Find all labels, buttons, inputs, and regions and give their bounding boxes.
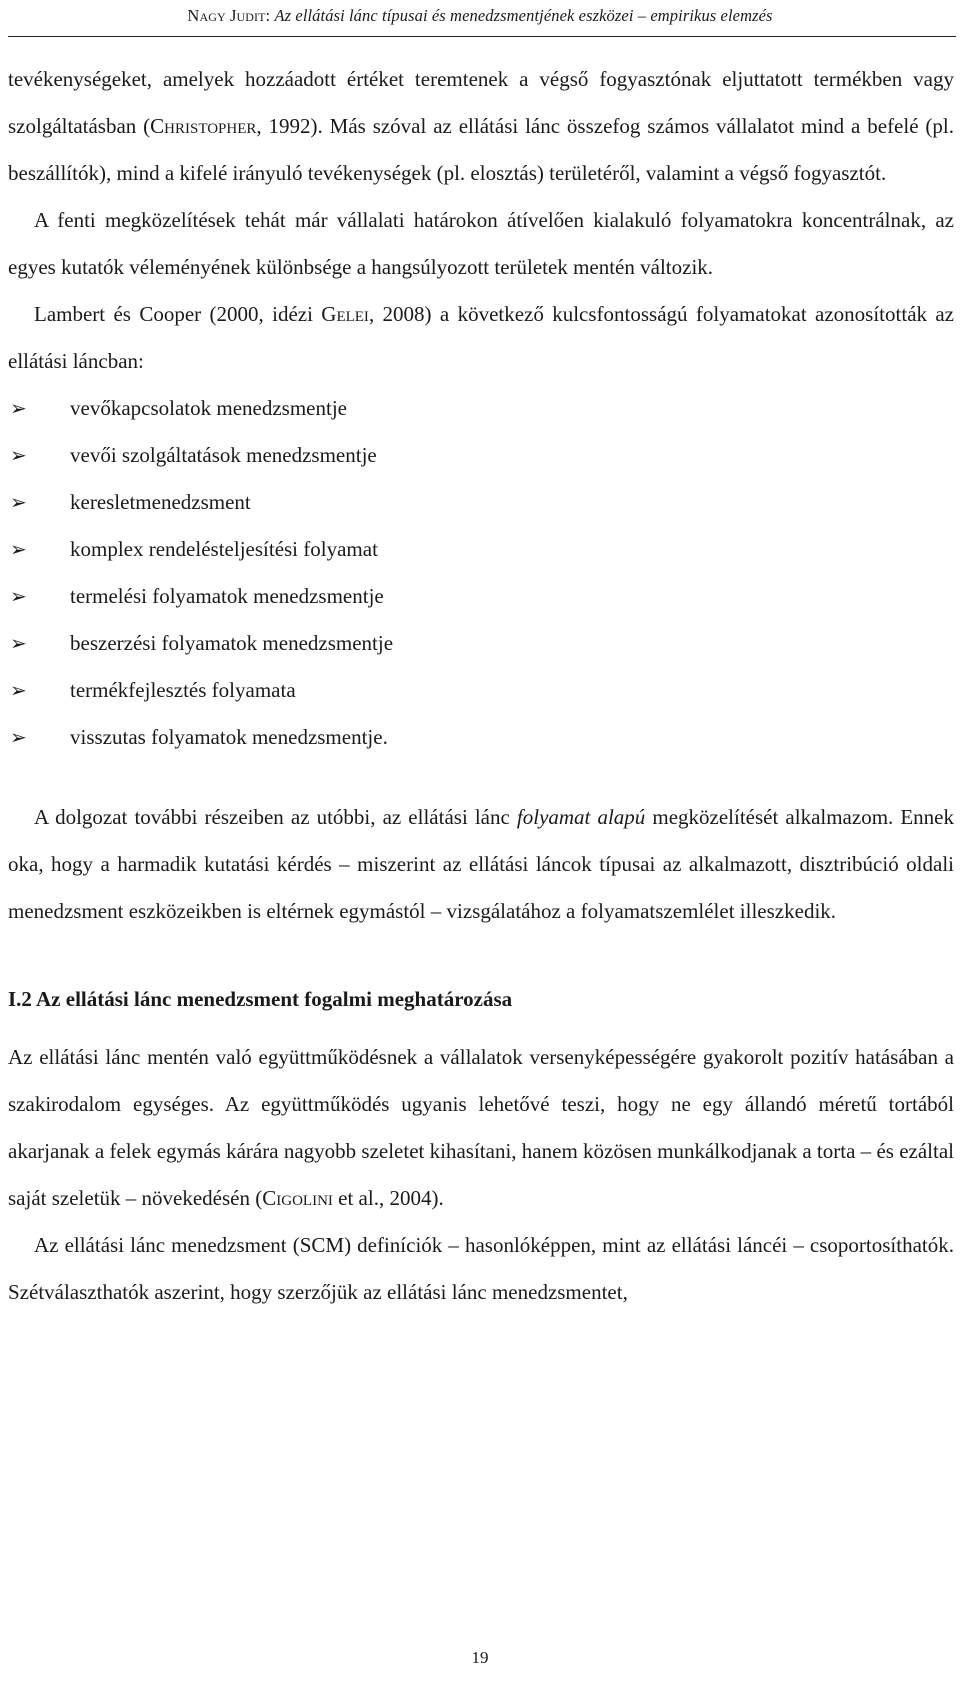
paragraph-4: [8, 794, 954, 935]
paragraph-1-text-b: , 1992). Más szóval az ellátási lánc összefog számos vállalatot mind a befelé (pl. beszállítók), mind a kifelé irányuló tevékenységek (pl. elosztás) területéről, valamint a végső fogyasztót.: [8, 114, 954, 185]
list-item: [8, 526, 954, 573]
arrow-bullet-icon: ➢: [10, 537, 27, 561]
paragraph-2: A fenti megközelítések tehát már vállalati határokon átívelően kialakuló folyamatokra koncentrálnak, az egyes kutatók véleményének különbsége a hangsúlyozott területek mentén változik.: [8, 208, 954, 279]
arrow-bullet-icon: ➢: [10, 396, 27, 420]
arrow-bullet-icon: ➢: [10, 584, 27, 608]
list-item: [8, 667, 954, 714]
header-subtitle: empirikus elemzés: [650, 6, 773, 25]
list-item: [8, 432, 954, 479]
process-list: [8, 385, 954, 761]
list-item: [8, 573, 954, 620]
list-item-text: vevői szolgáltatások menedzsmentje: [70, 443, 377, 467]
paragraph-4-text-a: A dolgozat további részeiben az utóbbi, az ellátási lánc: [34, 805, 517, 829]
paragraph-5: [8, 1034, 954, 1222]
list-item-text: komplex rendelésteljesítési folyamat: [70, 537, 378, 561]
header-author: Nagy Judit:: [187, 6, 271, 25]
paragraph-1-text-a: tevékenységeket, amelyek hozzáadott értéket teremtenek a végső fogyasztónak eljuttatott termékben vagy szolgáltatásban (: [8, 67, 954, 138]
paragraph-6: Az ellátási lánc menedzsment (SCM) definíciók – hasonlóképpen, mint az ellátási láncéi – csoportosíthatók. Szétválaszthatók aszerint, hogy szerzőjük az ellátási lánc menedzsmentet,: [8, 1233, 954, 1304]
emphasis-process-based: folyamat alapú: [516, 805, 646, 829]
list-item-text: beszerzési folyamatok menedzsmentje: [70, 631, 394, 655]
citation-gelei: Gelei: [321, 302, 369, 326]
paragraph-3: [8, 291, 954, 385]
citation-christopher: Christopher: [150, 114, 257, 138]
paragraph-4-text-b: megközelítését alkalmazom. Ennek oka, hogy a harmadik kutatási kérdés – miszerint az ellátási láncok típusai az alkalmazott, disztribúció oldali menedzsment eszközeikben is eltérnek egymástól – vizsgálatához a folyamatszemlélet illeszkedik.: [8, 805, 955, 923]
header-title: Az ellátási lánc típusai és menedzsmentjének eszközei: [274, 6, 634, 25]
arrow-bullet-icon: ➢: [10, 631, 27, 655]
paragraph-5-text-a: Az ellátási lánc mentén való együttműködésnek a vállalatok versenyképességére gyakorolt pozitív hatásában a szakirodalom egységes. Az együttműködés ugyanis lehetővé teszi, hogy ne egy állandó méretű tortából akarjanak a felek egymás kárára nagyobb szeletet kihasítani, hanem közösen munkálkodjanak a torta – és ezáltal saját szeletük – növekedésén (: [8, 1045, 954, 1210]
paragraph-3-text-a: Lambert és Cooper (2000, idézi: [34, 302, 322, 326]
paragraph-1: [8, 56, 954, 197]
paragraph-3-text-b: , 2008) a következő kulcsfontosságú folyamatokat azonosították az ellátási láncban:: [8, 302, 955, 373]
list-item-text: vevőkapcsolatok menedzsmentje: [70, 396, 347, 420]
section-heading: I.2 Az ellátási lánc menedzsment fogalmi meghatározása: [8, 987, 513, 1011]
arrow-bullet-icon: ➢: [10, 725, 27, 749]
page-body: [8, 56, 954, 1316]
arrow-bullet-icon: ➢: [10, 678, 27, 702]
list-item-text: visszutas folyamatok menedzsmentje.: [70, 725, 388, 749]
arrow-bullet-icon: ➢: [10, 443, 27, 467]
list-item-text: termékfejlesztés folyamata: [70, 678, 296, 702]
citation-cigolini: Cigolini: [262, 1186, 333, 1210]
header-dash: –: [637, 6, 647, 25]
running-header: [0, 6, 960, 26]
arrow-bullet-icon: ➢: [10, 490, 27, 514]
header-rule: [8, 36, 956, 37]
list-item: [8, 714, 954, 761]
paragraph-5-text-b: et al., 2004).: [332, 1186, 444, 1210]
list-item: [8, 620, 954, 667]
list-item-text: termelési folyamatok menedzsmentje: [70, 584, 384, 608]
list-item: [8, 479, 954, 526]
list-item-text: keresletmenedzsment: [70, 490, 251, 514]
list-item: [8, 385, 954, 432]
page-number: 19: [471, 1648, 489, 1667]
